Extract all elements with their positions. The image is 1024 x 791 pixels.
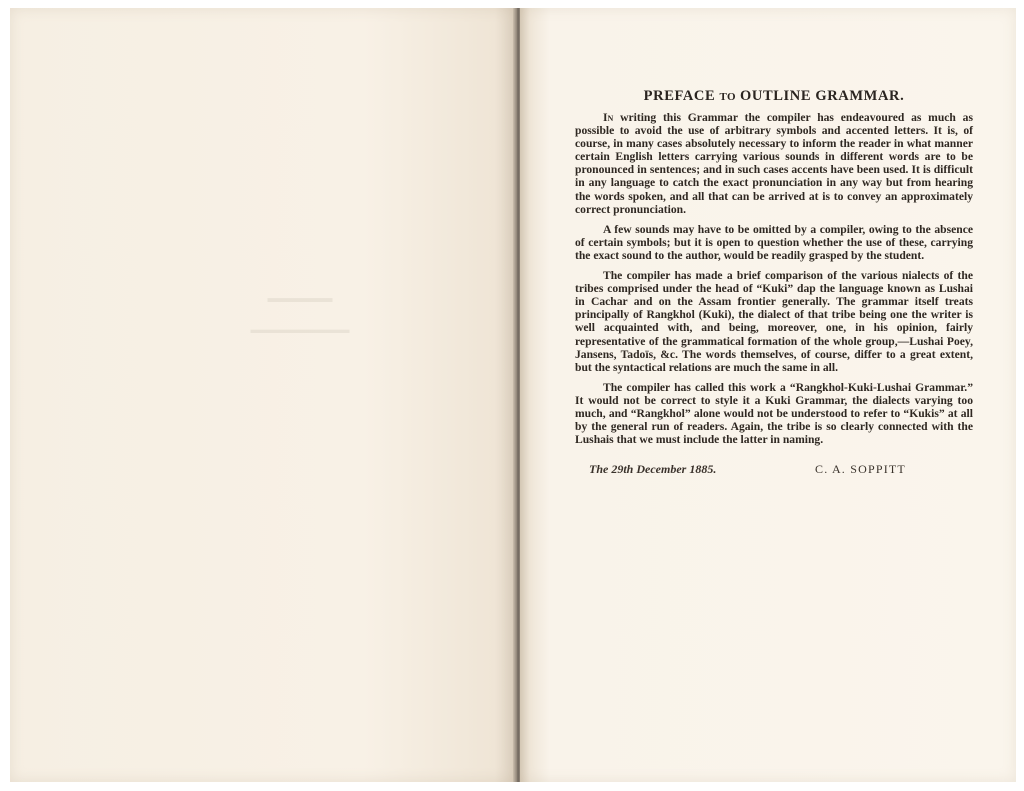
preface-author: C. A. SOPPITT [815,462,906,477]
preface-date: The 29th December 1885. [589,462,717,477]
preface-paragraph-4: The compiler has called this work a “Rangkhol-Kuki-Lushai Grammar.” It would not be correct to style it a Kuki Grammar, the dialects varying too much, and “Rangkhol” alone would not be understood to refer to “Kukis” at all by the general run of readers. Again, the tribe is so clearly connected with the Lushais that we must include the latter in naming. [575,380,973,447]
preface-paragraph-2: A few sounds may have to be omitted by a compiler, owing to the absence of certain symbols; but it is open to question whether the use of these, carrying the exact sound to the author, would be readily grasped by the student. [575,222,973,262]
preface-paragraph-1 [575,111,973,216]
show-through-ghost-title: ▬▬▬▬▬ [267,290,333,305]
signature-row [575,462,973,482]
left-page-blank [10,8,515,782]
paragraph-1-text: writing this Grammar the compiler has endeavoured as much as possible to avoid the use of arbitrary symbols and accented letters. It is, of course, in many cases absolutely necessary to inform the reader in what manner certain English letters carrying various sounds in different words are to be pronounced in sentences; and in such cases accents have been used. It is difficult in any language to catch the exact pronunciation in any way but from hearing the words spoken, and all that can be arrived at is to convey an approximately correct pronunciation. [575,111,973,216]
title-word-preface: PREFACE [643,88,716,104]
paragraph-1-lead-word: In [603,111,614,124]
title-word-to: TO [719,91,736,103]
preface-text-block [575,88,973,482]
preface-title [575,88,973,105]
show-through-ghost-subtitle: ▬▬▬▬▬▬▬▬▬ [250,324,350,336]
preface-paragraph-3: The compiler has made a brief comparison of the various nialects of the tribes comprised under the head of “Kuki” dap the language known as Lushai in Cachar and on the Assam frontier generally. The grammar itself treats principally of Rangkhol (Kuki), the dialect of that tribe being one the writer is well acquainted with, and being, moreover, one, in his opinion, fairly representative of the grammatical formation of the whole group,—Lushai Poey, Jansens, Tadoïs, &c. The words themselves, of course, differ to a great extent, but the syntactical relations are much the same in all. [575,269,973,374]
title-word-outline-grammar: OUTLINE GRAMMAR. [740,88,905,104]
